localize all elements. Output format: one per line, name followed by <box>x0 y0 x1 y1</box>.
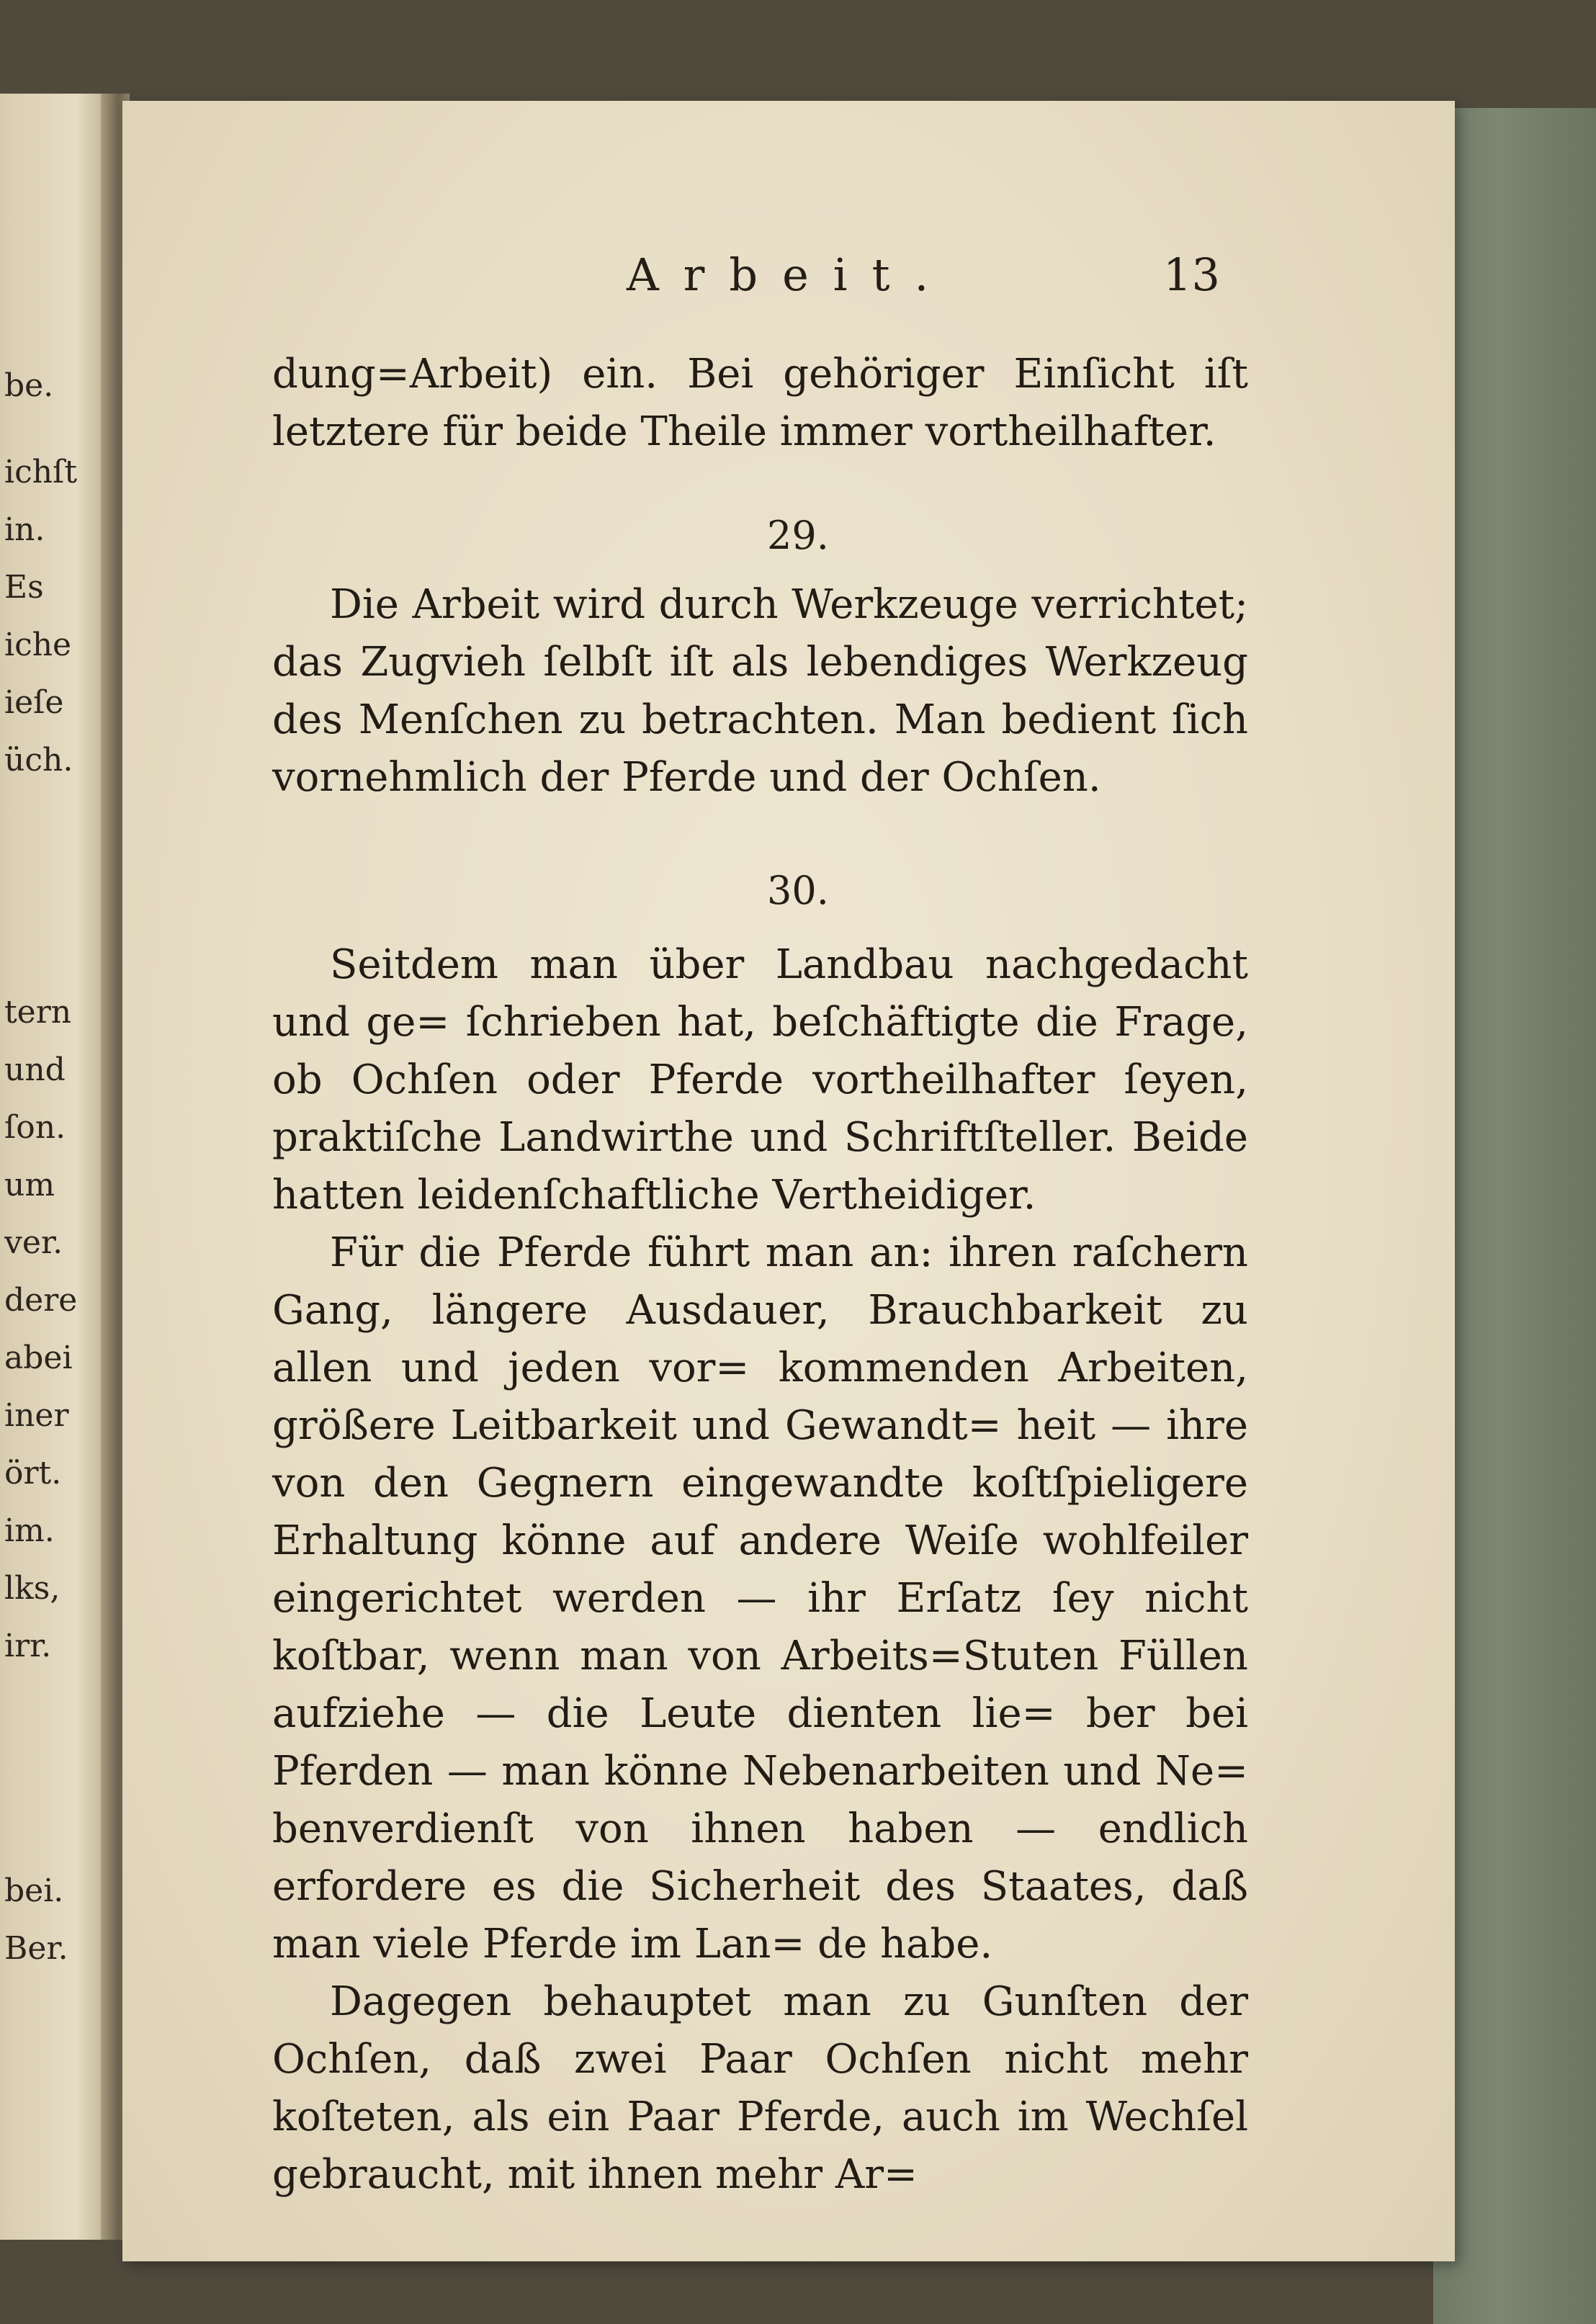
paragraph: dung=Arbeit) ein. Bei gehöriger Einſicht iſt letztere für beide Theile immer vortheilhafter. <box>272 351 1248 455</box>
margin-fragment: ver. <box>4 1224 63 1261</box>
left-facing-page <box>0 94 108 2240</box>
margin-fragment: ichſt <box>4 454 78 490</box>
margin-fragment: be. <box>4 367 54 404</box>
margin-fragment: und <box>4 1051 66 1088</box>
margin-fragment: iche <box>4 627 72 663</box>
margin-fragment: ſon. <box>4 1109 66 1146</box>
margin-fragment: in. <box>4 511 45 548</box>
margin-fragment: um <box>4 1167 55 1203</box>
page-number: 13 <box>1163 248 1220 301</box>
opening-paragraph <box>272 346 1248 461</box>
margin-fragment: tern <box>4 994 72 1031</box>
margin-fragment: iner <box>4 1397 69 1434</box>
margin-fragment: üch. <box>4 742 73 779</box>
paragraph: Die Arbeit wird durch Werkzeuge verrichtet; das Zugvieh ſelbſt iſt als lebendiges Werkzeug des Menſchen zu betrachten. Man bedient ſich vornehmlich der Pferde und der Ochſen. <box>272 581 1248 801</box>
running-header-title: Arbeit. <box>627 248 954 301</box>
margin-fragment: Es <box>4 569 44 606</box>
margin-fragment: bei. <box>4 1872 64 1909</box>
margin-fragment: abei <box>4 1340 73 1376</box>
margin-fragment: im. <box>4 1512 55 1549</box>
margin-fragment: ieſe <box>4 684 64 721</box>
margin-fragment: Ber. <box>4 1930 68 1967</box>
margin-fragment: ört. <box>4 1455 62 1491</box>
paragraph: Für die Pferde führt man an: ihren raſchern Gang, längere Ausdauer, Brauchbarkeit zu allen und jeden vor= kommenden Arbeiten, größere Leitbarkeit und Gewandt= heit — ihre von den Gegnern eingewandte koſtſpieligere Erhaltung könne auf andere Weiſe wohlfeiler eingerichtet werden — ihr Erſatz ſey nicht koſtbar, wenn man von Arbeits=Stuten Füllen aufziehe — die Leute dienten lie= ber bei Pferden — man könne Nebenarbeiten und Ne= benverdienſt von ihnen haben — endlich erfordere es die Sicherheit des Staates, daß man viele Pferde im Lan= de habe. <box>272 1229 1248 1968</box>
section-number-29: 29. <box>767 513 829 558</box>
margin-fragment: dere <box>4 1282 78 1319</box>
margin-fragment: irr. <box>4 1628 52 1664</box>
section-30-text <box>272 936 1248 2204</box>
paragraph: Seitdem man über Landbau nachgedacht und ge= ſchrieben hat, beſchäftigte die Frage, ob Ochſen oder Pferde vortheilhafter ſeyen, praktiſche Landwirthe und Schriftſteller. Beide hatten leidenſchaftliche Vertheidiger. <box>272 941 1248 1219</box>
section-number-30: 30. <box>767 868 829 913</box>
book-cover-edge <box>1433 108 1596 2324</box>
section-29-text <box>272 576 1248 807</box>
paragraph: Dagegen behauptet man zu Gunſten der Ochſen, daß zwei Paar Ochſen nicht mehr koſteten, als ein Paar Pferde, auch im Wechſel gebraucht, mit ihnen mehr Ar= <box>272 1978 1248 2198</box>
margin-fragment: lks, <box>4 1570 60 1607</box>
